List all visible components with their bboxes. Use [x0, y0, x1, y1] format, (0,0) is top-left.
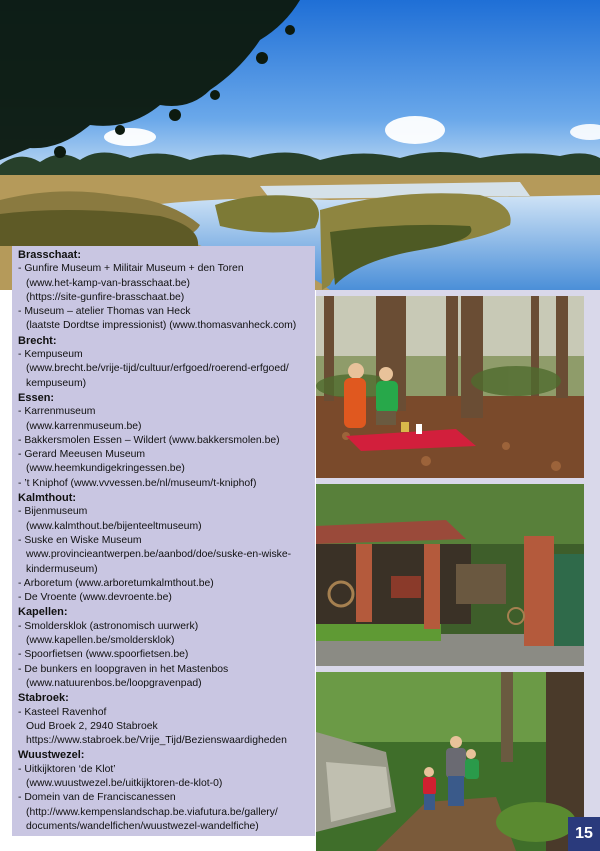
attraction-title: - Bijenmuseum — [18, 506, 88, 518]
page-number: 15 — [568, 817, 600, 851]
attraction-entry — [18, 648, 309, 662]
attraction-detail: (www.brecht.be/vrije-tijd/cultuur/erfgoed/roerend-erfgoed/ — [26, 363, 289, 375]
attraction-entry — [18, 405, 309, 434]
attraction-detail: (www.karrenmuseum.be) — [26, 420, 142, 432]
attraction-detail: (www.kalmthout.be/bijenteeltmuseum) — [26, 520, 202, 532]
attractions-sections — [18, 248, 309, 834]
attraction-detail: (https://site-gunfire-brasschaat.be) — [26, 291, 185, 303]
attraction-entry — [18, 434, 309, 448]
attraction-detail: documents/wandelfichen/wuustwezel-wandelfiche) — [26, 820, 259, 832]
attraction-entry — [18, 505, 309, 534]
attraction-entry — [18, 305, 309, 334]
attraction-entry — [18, 477, 309, 491]
attraction-detail: www.provincieantwerpen.be/aanbod/doe/suske-en-wiske- — [26, 549, 292, 561]
attraction-title: - ’t Kniphof (www.vvvessen.be/nl/museum/t-kniphof) — [18, 477, 257, 489]
attraction-title: - Gunfire Museum + Militair Museum + den Toren — [18, 263, 244, 275]
attraction-detail: (www.kapellen.be/smoldersklok) — [26, 635, 175, 647]
attraction-title: - Suske en Wiske Museum — [18, 534, 142, 546]
section-heading: Wuustwezel: — [18, 749, 85, 762]
attraction-title: - Bakkersmolen Essen – Wildert (www.bakkersmolen.be) — [18, 434, 280, 446]
attraction-detail: (laatste Dordtse impressionist) (www.thomasvanheck.com) — [26, 320, 297, 332]
attraction-detail: https://www.stabroek.be/Vrije_Tijd/Bezienswaardigheden — [26, 735, 287, 747]
attraction-entry — [18, 591, 309, 605]
attraction-entry — [18, 663, 309, 692]
section-heading: Stabroek: — [18, 692, 69, 705]
attraction-title: - Uitkijktoren ‘de Klot’ — [18, 763, 116, 775]
attraction-detail: (www.natuurenbos.be/loopgravenpad) — [26, 677, 202, 689]
attraction-title: - Gerard Meeusen Museum — [18, 449, 146, 461]
trench-path-photo — [316, 672, 584, 851]
section-heading: Kapellen: — [18, 606, 68, 619]
attraction-detail: (www.het-kamp-van-brasschaat.be) — [26, 277, 191, 289]
attraction-detail: kindermuseum) — [26, 563, 98, 575]
section-heading: Brasschaat: — [18, 249, 81, 261]
attraction-detail: (www.heemkundigekringessen.be) — [26, 463, 185, 475]
attraction-title: - Kasteel Ravenhof — [18, 706, 107, 718]
cart-shed-photo — [316, 484, 584, 666]
attraction-title: - Karrenmuseum — [18, 406, 96, 418]
attraction-entry — [18, 706, 309, 749]
attraction-detail: kempuseum) — [26, 377, 87, 389]
attraction-entry — [18, 763, 309, 792]
attraction-entry — [18, 577, 309, 591]
attraction-detail: (http://www.kempenslandschap.be.viafutura.be/gallery/ — [26, 806, 278, 818]
attraction-entry — [18, 448, 309, 477]
attraction-entry — [18, 791, 309, 834]
attraction-title: - De Vroente (www.devroente.be) — [18, 592, 172, 604]
attraction-title: - Domein van de Franciscanessen — [18, 792, 176, 804]
attraction-detail: Oud Broek 2, 2940 Stabroek — [26, 720, 158, 732]
attraction-title: - De bunkers en loopgraven in het Mastenbos — [18, 663, 229, 675]
attractions-list-box — [12, 246, 315, 836]
attraction-title: - Spoorfietsen (www.spoorfietsen.be) — [18, 649, 189, 661]
section-heading: Essen: — [18, 391, 55, 404]
attraction-detail: (www.wuustwezel.be/uitkijktoren-de-klot-0) — [26, 777, 223, 789]
attraction-entry — [18, 348, 309, 391]
attraction-title: - Arboretum (www.arboretumkalmthout.be) — [18, 577, 214, 589]
attraction-entry — [18, 262, 309, 305]
attraction-title: - Smoldersklok (astronomisch uurwerk) — [18, 620, 199, 632]
picnic-photo — [316, 296, 584, 478]
section-heading: Brecht: — [18, 334, 57, 347]
section-heading: Kalmthout: — [18, 492, 77, 505]
attraction-entry — [18, 620, 309, 649]
attraction-entry — [18, 534, 309, 577]
attraction-title: - Museum – atelier Thomas van Heck — [18, 306, 191, 318]
attraction-title: - Kempuseum — [18, 349, 83, 361]
